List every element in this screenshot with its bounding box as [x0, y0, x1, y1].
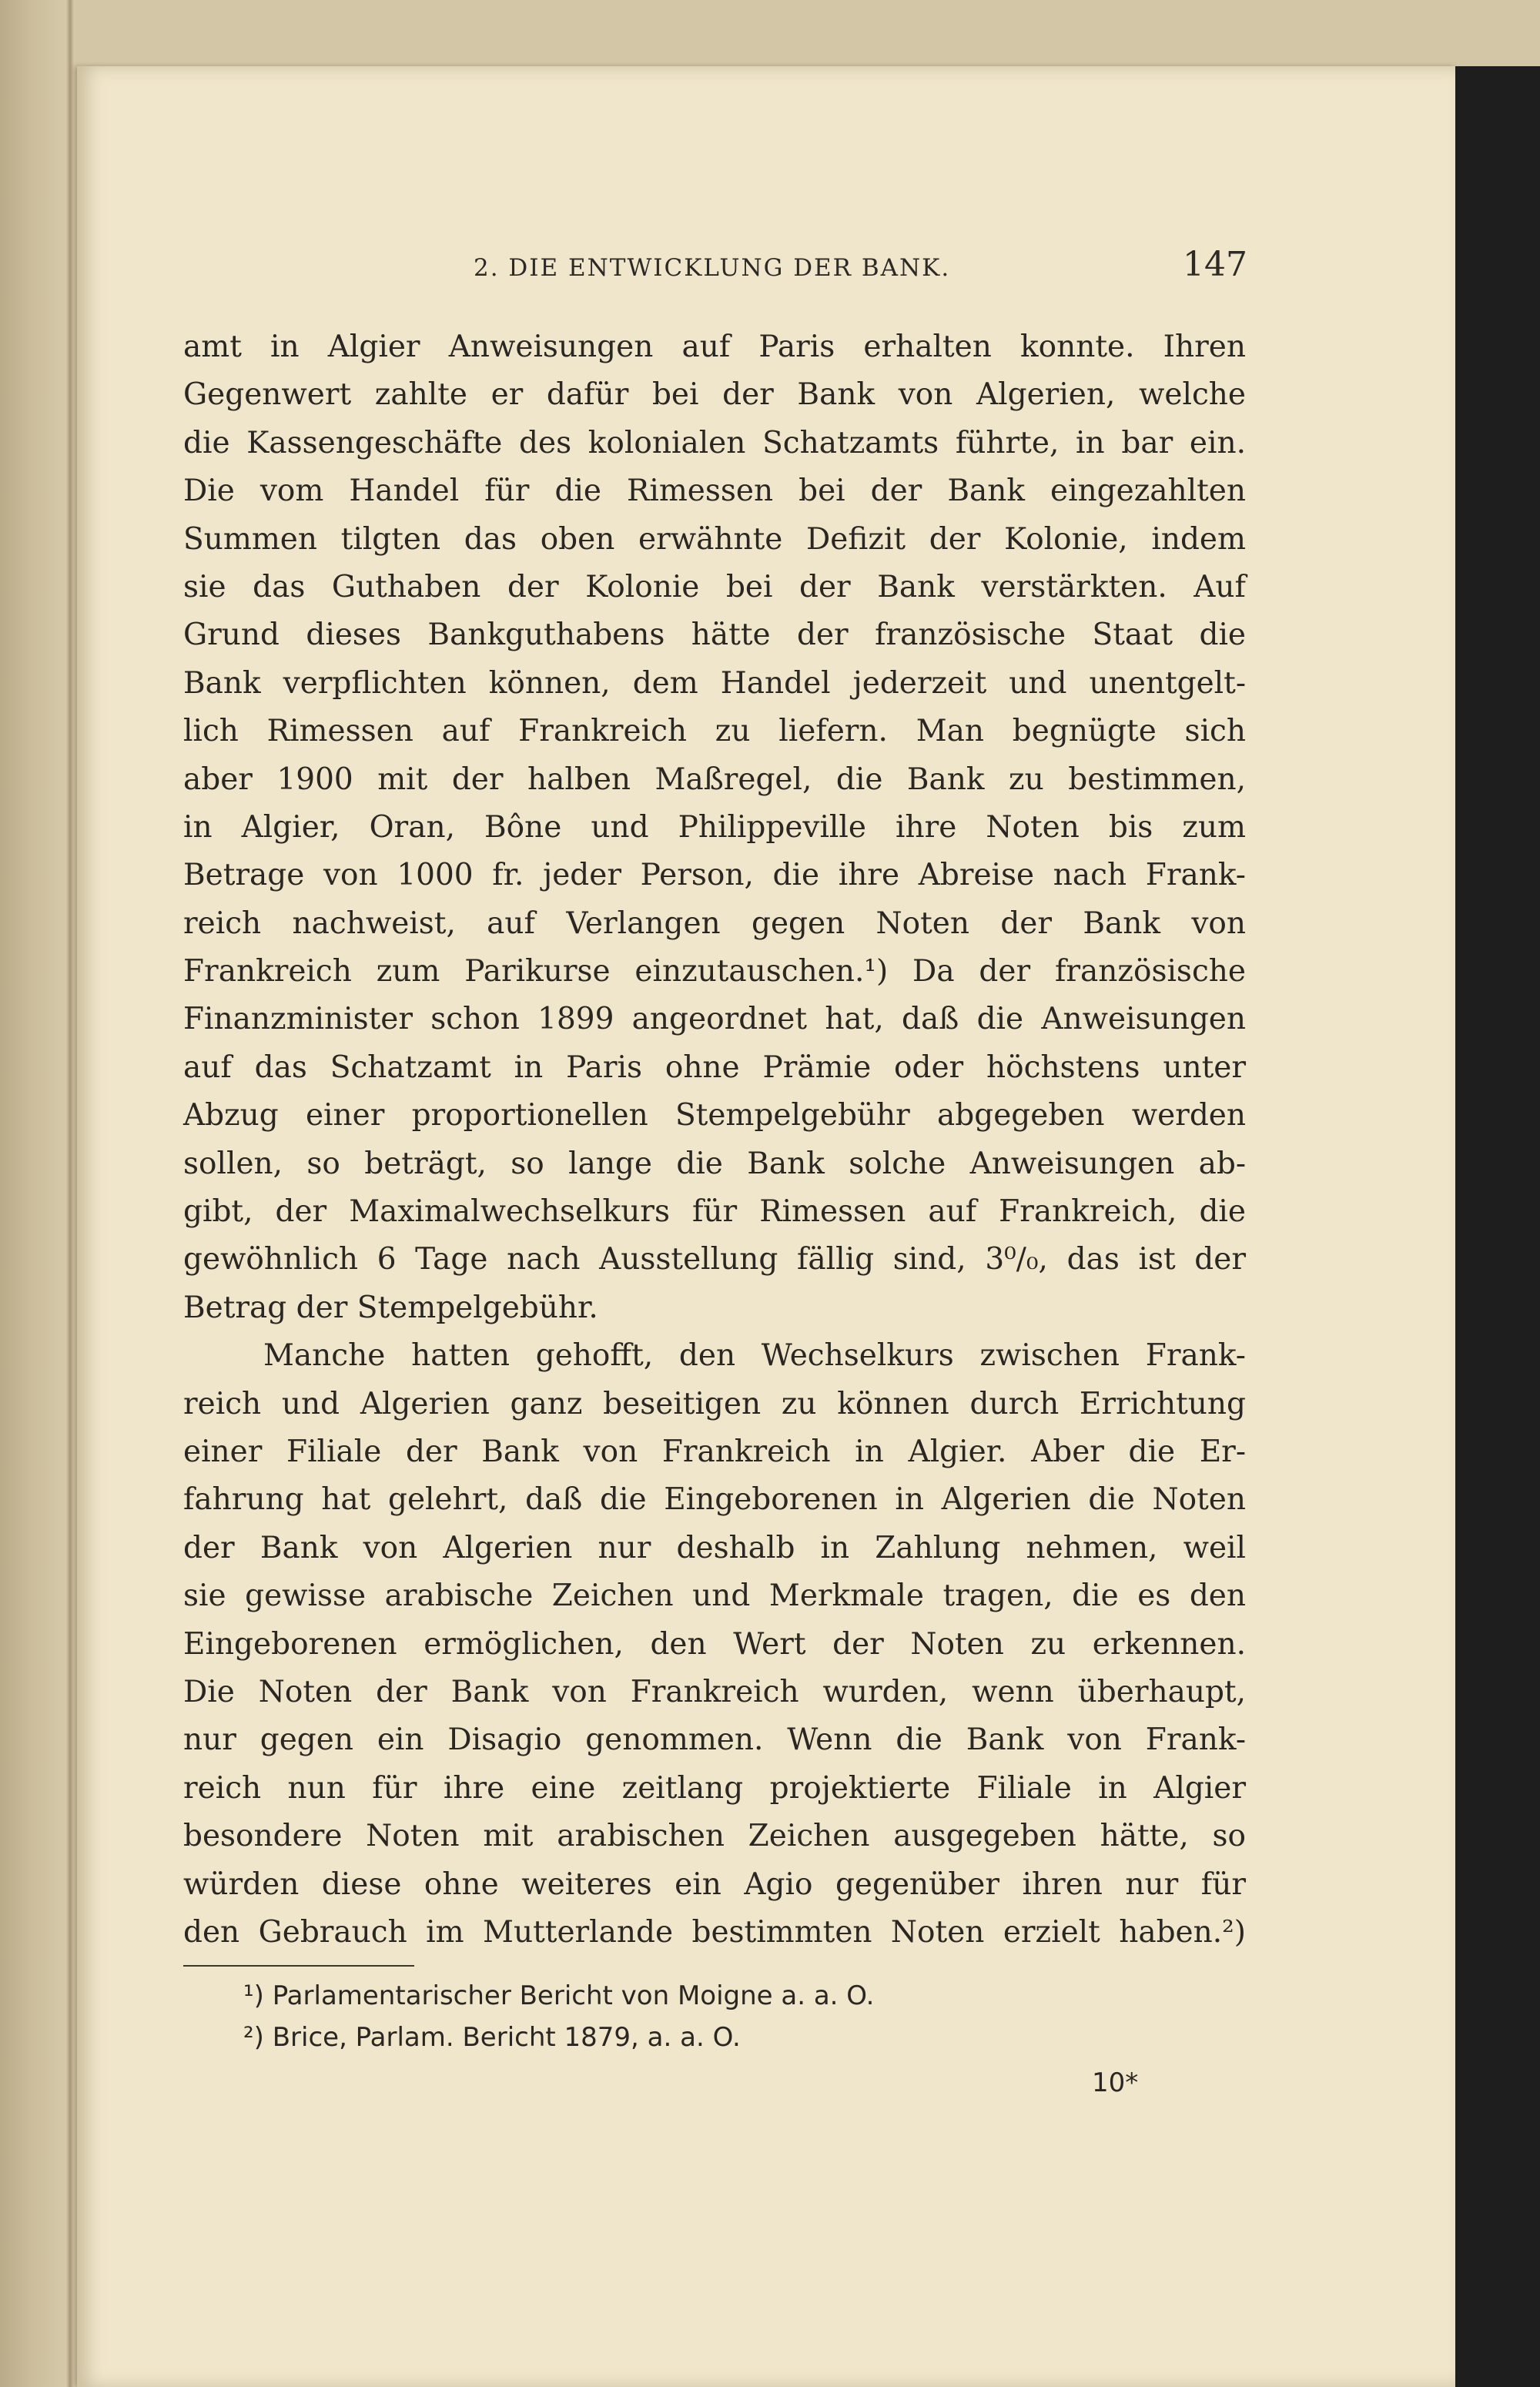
text-line: amt in Algier Anweisungen auf Paris erhalten konnte. Ihren: [183, 330, 1246, 364]
text-line: Manche hatten gehofft, den Wechselkurs zwischen Frank-: [263, 1338, 1246, 1374]
text-line: nur gegen ein Disagio genommen. Wenn die Bank von Frank-: [183, 1722, 1246, 1758]
text-line: reich nachweist, auf Verlangen gegen Noten der Bank von: [183, 906, 1246, 941]
text-line: auf das Schatzamt in Paris ohne Prämie oder höchstens unter: [183, 1050, 1246, 1085]
scan-border: [1455, 66, 1540, 2387]
text-line: Die vom Handel für die Rimessen bei der Bank eingezahlten: [183, 474, 1246, 509]
text-line: Abzug einer proportionellen Stempelgebühr abgegeben werden: [183, 1098, 1246, 1133]
text-line: Die Noten der Bank von Frankreich wurden, wenn überhaupt,: [183, 1674, 1246, 1709]
text-line: Summen tilgten das oben erwähnte Defizit der Kolonie, indem: [183, 521, 1246, 557]
text-line: sollen, so beträgt, so lange die Bank solche Anweisungen ab-: [183, 1146, 1246, 1181]
text-line: aber 1900 mit der halben Maßregel, die Bank zu bestimmen,: [183, 762, 1246, 797]
text-line: Frankreich zum Parikurse einzutauschen.¹) Da der französische: [183, 954, 1246, 989]
text-line: in Algier, Oran, Bône und Philippeville ihre Noten bis zum: [183, 809, 1246, 845]
text-line: Bank verpflichten können, dem Handel jederzeit und unentgelt-: [183, 665, 1246, 701]
footnote-separator: [183, 1965, 414, 1967]
running-header: [108, 185, 1247, 284]
text-line: gewöhnlich 6 Tage nach Ausstellung fällig sind, 3⁰/₀, das ist der: [183, 1242, 1246, 1277]
footnotes: [243, 1975, 1167, 2058]
text-line: würden diese ohne weiteres ein Agio gegenüber ihren nur für: [183, 1866, 1246, 1902]
text-line: besondere Noten mit arabischen Zeichen ausgegeben hätte, so: [183, 1819, 1246, 1854]
printer-signature-mark: 10*: [1092, 2067, 1139, 2098]
text-line: reich nun für ihre eine zeitlang projektierte Filiale in Algier: [183, 1770, 1246, 1806]
footnote-1: ¹) Parlamentarischer Bericht von Moigne a. a. O.: [243, 1980, 875, 2011]
text-line: gibt, der Maximalwechselkurs für Rimessen auf Frankreich, die: [183, 1194, 1246, 1230]
text-line: reich und Algerien ganz beseitigen zu können durch Errichtung: [183, 1386, 1246, 1421]
text-line: Betrage von 1000 fr. jeder Person, die ihre Abreise nach Frank-: [183, 858, 1246, 893]
text-line: sie gewisse arabische Zeichen und Merkmale tragen, die es den: [183, 1578, 1246, 1614]
text-line: Finanzminister schon 1899 angeordnet hat, daß die Anweisungen: [183, 1002, 1246, 1037]
text-line: Gegenwert zahlte er dafür bei der Bank von Algerien, welche: [183, 377, 1246, 413]
text-line: den Gebrauch im Mutterlande bestimmten Noten erzielt haben.²): [183, 1914, 1246, 1950]
text-line: die Kassengeschäfte des kolonialen Schatzamts führte, in bar ein.: [183, 425, 1246, 460]
text-line: fahrung hat gelehrt, daß die Eingeborenen in Algerien die Noten: [183, 1482, 1246, 1518]
book-spine-edge: [66, 0, 74, 2387]
body-text: [183, 323, 1246, 1957]
text-line: einer Filiale der Bank von Frankreich in Algier. Aber die Er-: [183, 1434, 1246, 1469]
text-line: Eingeborenen ermöglichen, den Wert der Noten zu erkennen.: [183, 1626, 1246, 1662]
running-title: 2. DIE ENTWICKLUNG DER BANK.: [474, 254, 951, 282]
text-line: der Bank von Algerien nur deshalb in Zahlung nehmen, weil: [183, 1530, 1246, 1565]
footnote-2: ²) Brice, Parlam. Bericht 1879, a. a. O.: [243, 2022, 741, 2053]
text-line: Betrag der Stempelgebühr.: [183, 1290, 598, 1325]
text-line: Grund dieses Bankguthabens hätte der französische Staat die: [183, 618, 1246, 653]
text-line: sie das Guthaben der Kolonie bei der Bank verstärkten. Auf: [183, 569, 1246, 604]
text-line: lich Rimessen auf Frankreich zu liefern. Man begnügte sich: [183, 714, 1246, 749]
page-number: 147: [1183, 245, 1247, 284]
